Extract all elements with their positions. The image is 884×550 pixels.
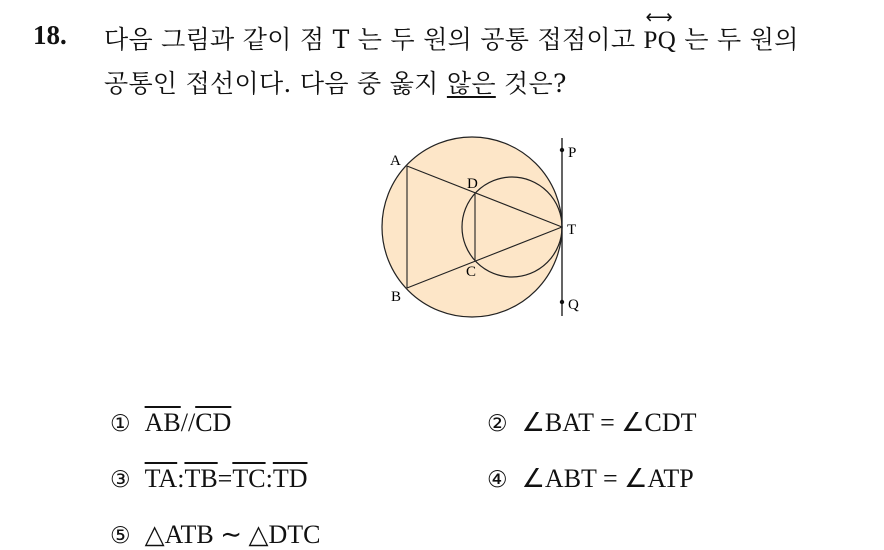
line-pq-symbol: ⟷ PQ [644,27,677,55]
label-p: P [568,145,577,161]
label-b: B [391,289,402,305]
choice-4[interactable] [487,464,694,494]
segment-ab-text: $\overline{AB}$ [144,408,181,437]
choice-number: ③ [110,467,131,493]
choice-text: △ATB ∼ △DTC [144,520,321,549]
label-c: C [466,264,477,280]
point-p-dot [560,148,564,152]
segment-td-text: $\overline{TD}$ [272,464,308,493]
large-circle [382,137,562,317]
segment-ta-text: $\overline{TA}$ [144,464,178,493]
question-text-line-1 [104,20,799,56]
choice-3[interactable] [110,464,307,494]
equals-sign: = [217,464,233,493]
question-text-line2-suffix: 것은? [495,69,567,98]
choice-text: ∠BAT = ∠CDT [521,408,697,437]
underlined-not: 않은 [446,69,496,98]
choice-number: ⑤ [110,523,131,549]
label-d: D [467,176,478,192]
ratio-colon: : [265,464,273,493]
choice-number: ② [487,411,508,437]
choice-number: ④ [487,467,508,493]
choice-1[interactable] [110,408,231,438]
choice-5[interactable] [110,520,321,550]
question-text-prefix: 다음 그림과 같이 점 T 는 두 원의 공통 접점이고 [104,25,644,54]
parallel-symbol: // [180,408,196,437]
choice-number: ① [110,411,131,437]
choice-text: ∠ABT = ∠ATP [521,464,694,493]
segment-tc-text: $\overline{TC}$ [232,464,266,493]
label-t: T [567,222,577,238]
label-q: Q [568,297,579,313]
ratio-colon: : [177,464,185,493]
question-number: 18. [33,20,67,50]
point-q-dot [560,300,564,304]
segment-cd-text: $\overline{CD}$ [195,408,232,437]
label-a: A [390,153,401,169]
geometry-figure [370,130,600,330]
question-text-line2-prefix: 공통인 접선이다. 다음 중 옳지 [104,69,447,98]
question-text-suffix: 는 두 원의 [676,25,799,54]
question-text-line-2 [104,64,567,100]
choice-2[interactable] [487,408,697,438]
segment-tb-text: $\overline{TB}$ [184,464,218,493]
